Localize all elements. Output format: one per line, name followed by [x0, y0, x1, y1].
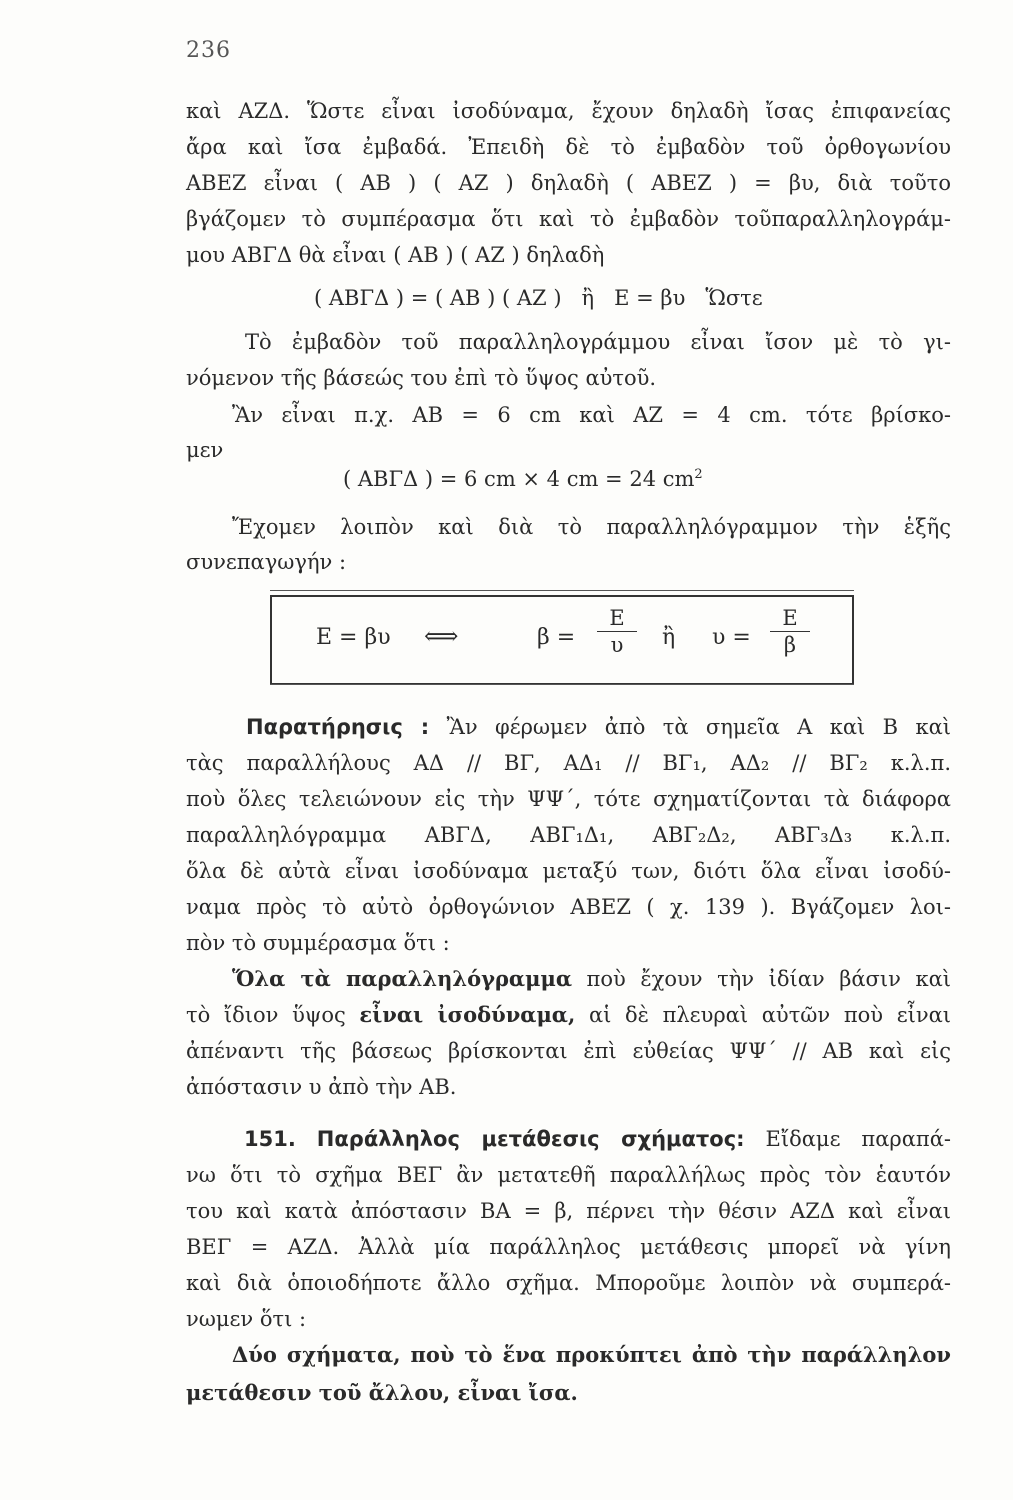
- text-line: ἄρα καὶ ἴσα ἐμβαδά. Ἐπειδὴ δὲ τὸ ἐμβαδὸν τοῦ ὀρθογωνίου: [186, 135, 951, 159]
- text-line: ΒΕΓ = ΑΖΔ. Ἀλλὰ μία παράλληλος μετάθεσις μπορεῖ νὰ γίνη: [186, 1235, 951, 1259]
- text-line: μεν: [186, 438, 224, 462]
- rule-text: τὸ ἴδιον ὕψος: [186, 1003, 360, 1027]
- text-line: ΑΒΕΖ εἶναι ( ΑΒ ) ( ΑΖ ) δηλαδὴ ( ΑΒΕΖ ) = βυ, διὰ τοῦτο: [186, 171, 951, 195]
- text-line: καὶ διὰ ὁποιοδήποτε ἄλλο σχῆμα. Μποροῦμε λοιπὸν νὰ συμπερά-: [186, 1271, 951, 1295]
- text-line: παραλληλόγραμμα ΑΒΓΔ, ΑΒΓ₁Δ₁, ΑΒΓ₂Δ₂, ΑΒΓ₃Δ₃ κ.λ.π.: [186, 823, 951, 847]
- rule-bold: εἶναι ἰσοδύναμα,: [359, 1002, 576, 1027]
- formula: [272, 597, 852, 683]
- equation: ( ΑΒΓΔ ) = ( ΑΒ ) ( ΑΖ ) ἢ Ε = βυ Ὥστε: [314, 286, 763, 310]
- text-line: Τὸ ἐμβαδὸν τοῦ παραλληλογράμμου εἶναι ἴσον μὲ τὸ γι-: [245, 330, 951, 354]
- rule-bold: Ὅλα τὰ παραλληλόγραμμα: [232, 966, 572, 991]
- text-line: νω ὅτι τὸ σχῆμα ΒΕΓ ἂν μετατεθῆ παραλλήλως πρὸς τὸν ἑαυτόν: [186, 1163, 951, 1187]
- section-heading-line: [244, 1124, 951, 1154]
- text-line: του καὶ κατὰ ἀπόστασιν ΒΑ = β, πέρνει τὴν θέσιν ΑΖΔ καὶ εἶναι: [186, 1199, 951, 1223]
- fraction-numerator: Ε: [597, 605, 637, 632]
- text-line: συνεπαγωγήν :: [186, 550, 347, 574]
- text-line: ὅλα δὲ αὐτὰ εἶναι ἰσοδύναμα μεταξύ των, διότι ὅλα εἶναι ἰσοδύ-: [186, 859, 951, 883]
- text-line: καὶ ΑΖΔ. Ὥστε εἶναι ἰσοδύναμα, ἔχουν δηλαδὴ ἴσας ἐπιφανείας: [186, 99, 951, 123]
- equation-text: ( ΑΒΓΔ ) = 6 cm × 4 cm = 24 cm: [343, 467, 695, 491]
- remark-line: [246, 712, 951, 742]
- formula-or: ἢ: [662, 625, 676, 650]
- text-line: πὸν τὸ συμμέρασμα ὅτι :: [186, 931, 450, 955]
- formula-base: β =: [537, 625, 576, 650]
- text-line: ἀπέναντι τῆς βάσεως βρίσκονται ἐπὶ εὐθείας ΨΨ΄ // ΑΒ καὶ εἰς: [186, 1039, 951, 1063]
- text-line: Ἂν εἶναι π.χ. ΑΒ = 6 cm καὶ ΑΖ = 4 cm. τότε βρίσκο-: [232, 403, 951, 427]
- rule-text: αἱ δὲ πλευραὶ αὐτῶν ποὺ εἶναι: [575, 1003, 952, 1027]
- rule-line: [186, 1000, 951, 1030]
- fraction-denominator: υ: [610, 633, 624, 657]
- box-rule-bottom: [270, 684, 854, 685]
- formula-height: υ =: [712, 625, 751, 650]
- fraction-1: [597, 605, 637, 658]
- box-rule-top: [270, 590, 854, 591]
- text-line: μου ΑΒΓΔ θὰ εἶναι ( ΑΒ ) ( ΑΖ ) δηλαδὴ: [186, 243, 605, 267]
- section-text: Εἴδαμε παραπά-: [765, 1127, 951, 1151]
- conclusion-line: Δύο σχήματα, ποὺ τὸ ἕνα προκύπτει ἀπὸ τὴν παράλληλον: [232, 1342, 951, 1367]
- section-title: Παράλληλος μετάθεσις σχήματος:: [316, 1127, 745, 1151]
- page-number: 236: [186, 38, 231, 63]
- fraction-numerator: Ε: [770, 605, 810, 632]
- text-line: ποὺ ὅλες τελειώνουν εἰς τὴν ΨΨ΄, τότε σχηματίζονται τὰ διάφορα: [186, 787, 951, 811]
- remark-label: Παρατήρησις :: [246, 715, 430, 739]
- exponent: 2: [694, 467, 703, 482]
- equation: [343, 460, 843, 494]
- rule-text: ποὺ ἔχουν τὴν ἰδίαν βάσιν καὶ: [571, 967, 952, 991]
- section-number: 151.: [244, 1127, 296, 1151]
- formula-area: Ε = βυ: [316, 625, 391, 650]
- text-line: βγάζομεν τὸ συμπέρασμα ὅτι καὶ τὸ ἐμβαδὸν τοῦπαραλληλογράμ-: [186, 207, 951, 231]
- fraction-denominator: β: [783, 633, 797, 657]
- remark-text: Ἂν φέρωμεν ἀπὸ τὰ σημεῖα Α καὶ Β καὶ: [446, 715, 951, 739]
- equivalence-arrow: ⟺: [424, 622, 459, 650]
- text-line: Ἔχομεν λοιπὸν καὶ διὰ τὸ παραλληλόγραμμον τὴν ἑξῆς: [232, 515, 951, 539]
- conclusion-line: μετάθεσιν τοῦ ἄλλου, εἶναι ἴσα.: [186, 1380, 578, 1405]
- text-line: νόμενον τῆς βάσεώς του ἐπὶ τὸ ὕψος αὐτοῦ.: [186, 366, 657, 390]
- text-line: ἀπόστασιν υ ἀπὸ τὴν ΑΒ.: [186, 1075, 457, 1099]
- formula-box: [270, 595, 854, 685]
- fraction-2: [770, 605, 810, 658]
- text-line: τὰς παραλλήλους ΑΔ // ΒΓ, ΑΔ₁ // ΒΓ₁, ΑΔ₂ // ΒΓ₂ κ.λ.π.: [186, 751, 951, 775]
- text-line: ναμα πρὸς τὸ αὐτὸ ὀρθογώνιον ΑΒΕΖ ( χ. 139 ). Βγάζομεν λοι-: [186, 895, 951, 919]
- text-line: νωμεν ὅτι :: [186, 1307, 307, 1331]
- rule-line: [232, 964, 951, 994]
